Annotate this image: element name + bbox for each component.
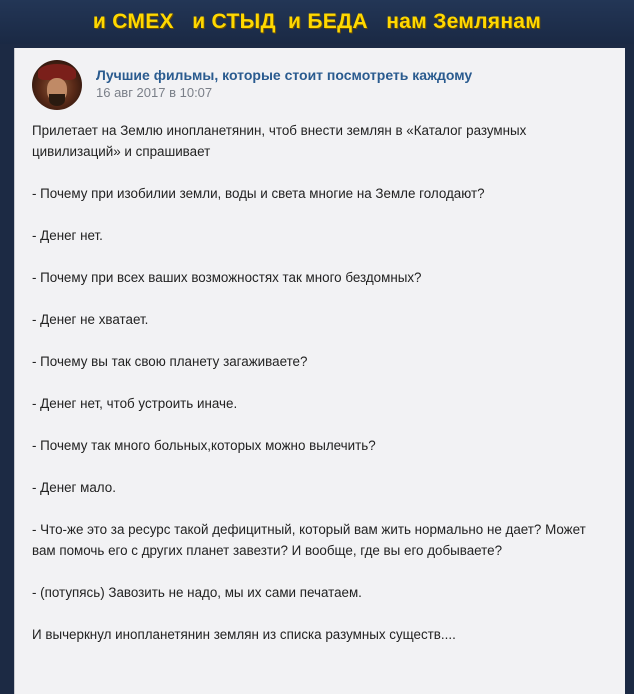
- post-header-text: [96, 66, 472, 102]
- post-paragraph: И вычеркнул инопланетянин землян из списка разумных существ....: [32, 627, 456, 642]
- post-body: [32, 120, 612, 645]
- post-paragraph: - Что-же это за ресурс такой дефицитный, который вам жить нормально не дает? Может вам помочь его с других планет завезти? И вообще, где вы его добываете?: [32, 522, 586, 558]
- avatar[interactable]: [32, 60, 82, 110]
- post-date[interactable]: 16 авг 2017 в 10:07: [96, 85, 213, 100]
- post-paragraph: - (потупясь) Завозить не надо, мы их сами печатаем.: [32, 585, 362, 600]
- banner-title: и СМЕХ и СТЫД и БЕДА нам Землянам: [92, 10, 542, 33]
- post-paragraph: - Почему вы так свою планету загаживаете?: [32, 354, 308, 369]
- post-paragraph: - Почему так много больных,которых можно вылечить?: [32, 438, 376, 453]
- post-paragraph: Прилетает на Землю инопланетянин, чтоб внести землян в «Каталог разумных цивилизаций» и спрашивает: [32, 123, 527, 159]
- post-paragraph: - Денег не хватает.: [32, 312, 149, 327]
- post-header: [32, 60, 472, 110]
- post-paragraph: - Денег нет, чтоб устроить иначе.: [32, 396, 238, 411]
- top-banner: [0, 0, 634, 44]
- post-paragraph: - Денег нет.: [32, 228, 103, 243]
- avatar-beard-shape: [49, 94, 65, 106]
- group-name-link[interactable]: Лучшие фильмы, которые стоит посмотреть каждому: [96, 67, 473, 83]
- post-paragraph: - Почему при изобилии земли, воды и света многие на Земле голодают?: [32, 186, 485, 201]
- post-paragraph: - Денег мало.: [32, 480, 116, 495]
- post-paragraph: - Почему при всех ваших возможностях так много бездомных?: [32, 270, 422, 285]
- post-card: [14, 48, 625, 694]
